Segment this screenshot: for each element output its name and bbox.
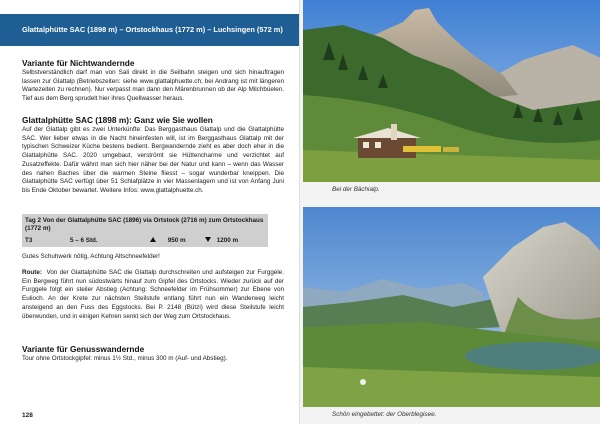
right-page [299,0,600,424]
route-label: Route: [22,269,42,276]
tour-heading: Tag 2 Von der Glattalphütte SAC (1896) via Ortstock (2716 m) zum Ortstockhaus (1772 m) [25,217,264,232]
section-title: Variante für Genusswandernde [22,344,145,354]
section-nonhikers [22,58,284,104]
tour-grade: T3 [25,237,33,244]
descent-icon [205,237,211,242]
photo-caption: Schön eingebettet: der Oberblegisee. [332,411,437,418]
tour-info-table [22,214,268,247]
tour-time: 5 – 6 Std. [70,237,98,244]
note-text: Gutes Schuhwerk nötig, Achtung Altschneefelder! [22,253,160,260]
section-title: Variante für Nichtwandernde [22,58,135,68]
photo-caption: Bei der Bächialp. [332,186,380,193]
photo-oberblegisee [303,207,600,407]
ascent-icon [150,237,156,242]
route-banner [0,14,299,46]
tour-ascent [150,237,186,244]
route-title: Glattalphütte SAC (1898 m) – Ortstockhaus (1772 m) – Luchsingen (572 m) [22,25,283,34]
page-number: 128 [22,412,33,419]
photo-baechialp [303,0,600,182]
equipment-note [22,252,284,262]
descent-value: 1200 m [216,237,239,244]
section-text: Tour ohne Ortstockgipfel: minus 1½ Std., minus 300 m (Auf- und Abstieg). [22,355,228,362]
ascent-value: 950 m [167,237,186,244]
tour-descent [205,237,238,244]
section-text: Selbstverständlich darf man von Sali direkt in die Seilbahn steigen und sich hinauftragen lassen zur Glattalp (Betriebszeiten: siehe www.glattalphuette.ch; bei Andrang ist mit längeren Wartezeiten zu rechnen). Nur verpasst man dann den Märenbrunnen ob der Alp Milchbüelen. Tief aus dem Berg sprudelt hier ihres Quellwasser heraus. [22,69,284,103]
section-title: Glattalphütte SAC (1898 m): Ganz wie Sie wollen [22,115,213,125]
route-text: Von der Glattalphütte SAC die Glattalp durchschreiten und aufsteigen zur Furggele. Ein Bergweg führt nun südostwärts hinauf zum Gipfel des Ortstocks. Wieder zurück auf der Furggele folgt ein steiler Abstieg (Achtung: Schneefelder im Frühsommer) zur Ebene von Eulioch. An der Krete zur nächsten Steilstufe entlang führt nun ein Wanderweg leicht ansteigend an den Fuss des Eggstocks. Bei P. 2148 (Bützi) wird diese Steilstufe leicht überwunden, und in einigen Kehren senkt sich der Weg zum Ortstockhaus. [22,269,284,320]
section-variant [22,344,284,364]
route-paragraph [22,269,284,321]
left-page [0,0,299,424]
section-route [22,268,284,321]
section-hut [22,115,284,196]
section-text: Auf der Glattalp gibt es zwei Unterkünfte: Das Berggasthaus Glattalp und die Glattalphütte SAC. Wer lieber etwas in die Nacht hineinfesten will, ist im Berggasthaus Glattalp mit der typischen Schweizer Küche bestens bedient. Bergwandernde zieht es aber doch eher in die Glattalphütte SAC. 2020 umgebaut, verströmt sie Hüttencharme und verzichtet auf Zusatzeffekte. Dafür wähnt man sich hier näher bei der Natur und kann – wenn das Wasser des nahen Baches über die warmen Steine fliesst – sogar wunderbar kneippen. Die Glattalphütte SAC verfügt über 51 Schlafplätze in vier Massenlagern und ist von Anfang Juni bis Ende Oktober bewartet. Weitere Infos: www.glattalphuette.ch. [22,126,284,194]
